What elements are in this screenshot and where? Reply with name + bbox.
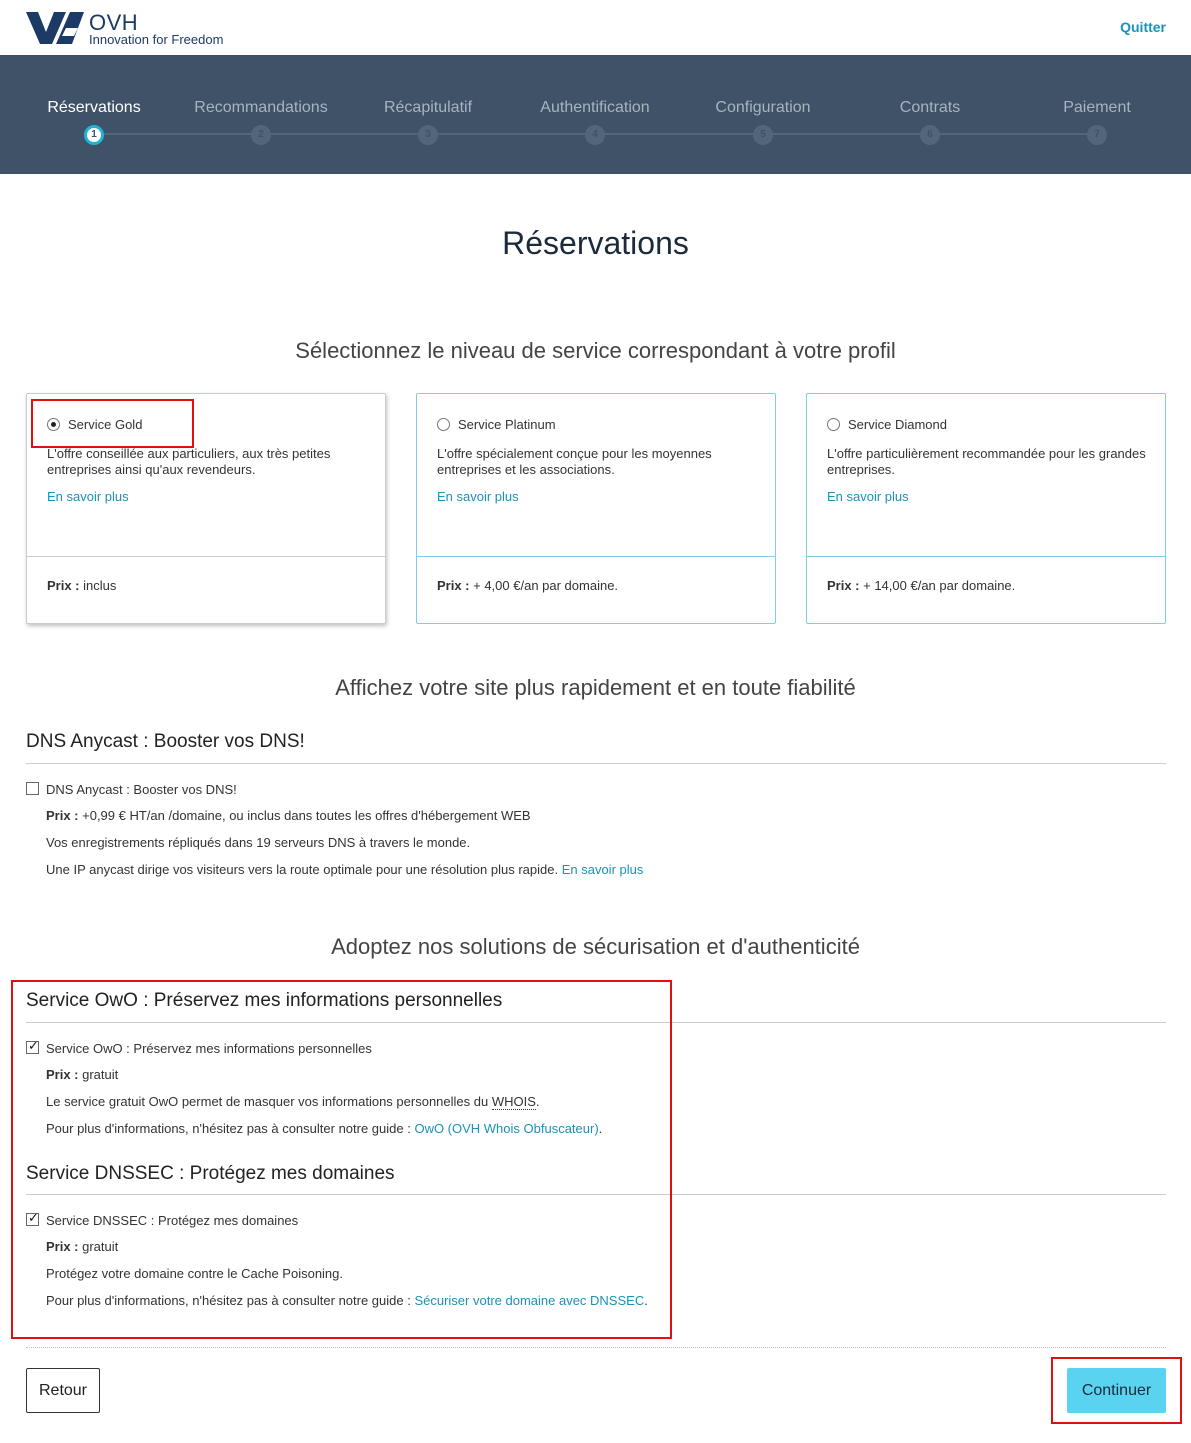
price-label: Prix : [46, 1067, 79, 1082]
desc-end: . [598, 1121, 603, 1136]
desc-end: . [644, 1293, 648, 1308]
desc-text: Une IP anycast dirige vos visiteurs vers la route optimale pour une résolution plus rapide. [46, 862, 562, 877]
dnssec-heading: Service DNSSEC : Protégez mes domaines [26, 1163, 395, 1184]
quit-link[interactable]: Quitter [1120, 19, 1166, 35]
learn-more-link[interactable]: En savoir plus [437, 489, 519, 504]
dnssec-guide-link[interactable]: Sécuriser votre domaine avec DNSSEC [414, 1293, 645, 1308]
step-label: Authentification [540, 99, 650, 116]
dns-anycast-checkbox[interactable] [26, 782, 39, 795]
step-label: Contrats [899, 99, 961, 116]
owo-guide-link[interactable]: OwO (OVH Whois Obfuscateur) [414, 1121, 599, 1136]
desc-end: . [535, 1094, 540, 1109]
card-name: Service Gold [68, 417, 143, 432]
step-label: Récapitulatif [383, 99, 473, 116]
footer-divider [26, 1347, 1166, 1348]
dnssec-desc-1: Protégez votre domaine contre le Cache Poisoning. [46, 1266, 344, 1281]
highlight-box-continue [1051, 1357, 1182, 1424]
card-divider [417, 556, 775, 557]
step-number: 7 [1087, 125, 1107, 145]
whois-abbr: WHOIS [491, 1094, 536, 1109]
radio-unselected-icon[interactable] [827, 418, 840, 431]
learn-more-link[interactable]: En savoir plus [47, 489, 129, 504]
logo-tagline: Innovation for Freedom [89, 32, 224, 47]
step-label: Recommandations [194, 99, 328, 116]
highlight-box-security [11, 980, 672, 1339]
desc-text: Le service gratuit OwO permet de masquer vos informations personnelles du [46, 1094, 492, 1109]
service-level-title: Sélectionnez le niveau de service correspondant à votre profil [295, 338, 896, 363]
security-section-title: Adoptez nos solutions de sécurisation et d'authenticité [331, 934, 860, 959]
step-number: 1 [84, 125, 104, 145]
price-value: gratuit [78, 1067, 119, 1082]
radio-unselected-icon[interactable] [437, 418, 450, 431]
price-label: Prix : [827, 578, 860, 593]
card-divider [807, 556, 1165, 557]
step-number: 4 [585, 125, 605, 145]
card-service-platinum[interactable] [416, 393, 776, 624]
owo-heading: Service OwO : Préservez mes informations personnelles [26, 990, 503, 1011]
dnssec-label[interactable]: Service DNSSEC : Protégez mes domaines [46, 1213, 299, 1228]
desc-text: Pour plus d'informations, n'hésitez pas à consulter notre guide : [46, 1293, 415, 1308]
price-value: gratuit [78, 1239, 119, 1254]
card-price [437, 578, 618, 593]
card-divider [27, 556, 385, 557]
dns-anycast-desc-2 [46, 862, 643, 877]
price-label: Prix : [46, 808, 79, 823]
price-value: +0,99 € HT/an /domaine, ou inclus dans toutes les offres d'hébergement WEB [78, 808, 531, 823]
dns-anycast-learn-more-link[interactable]: En savoir plus [561, 862, 644, 877]
price-label: Prix : [46, 1239, 79, 1254]
card-description: L'offre particulièrement recommandée pour les grandes entreprises. [827, 446, 1146, 477]
dns-anycast-label[interactable]: DNS Anycast : Booster vos DNS! [46, 782, 237, 797]
back-button[interactable]: Retour [26, 1368, 100, 1413]
step-label: Paiement [1063, 99, 1131, 116]
card-price [827, 578, 1015, 593]
price-value: + 14,00 €/an par domaine. [859, 578, 1016, 593]
ovh-logo[interactable] [26, 10, 226, 48]
price-label: Prix : [437, 578, 470, 593]
price-value: + 4,00 €/an par domaine. [469, 578, 619, 593]
ovh-logo-icon [26, 10, 84, 46]
card-price [47, 578, 116, 593]
highlight-box-gold [31, 399, 194, 448]
service-platinum-option[interactable] [437, 417, 556, 432]
card-name: Service Platinum [458, 417, 556, 432]
speed-section-title: Affichez votre site plus rapidement et en toute fiabilité [335, 675, 856, 700]
owo-label[interactable]: Service OwO : Préservez mes informations personnelles [46, 1041, 372, 1056]
order-stepper [0, 55, 1191, 174]
dns-anycast-heading: DNS Anycast : Booster vos DNS! [26, 731, 305, 752]
dns-anycast-price [46, 808, 531, 823]
desc-text: Pour plus d'informations, n'hésitez pas à consulter notre guide : [46, 1121, 415, 1136]
card-name: Service Diamond [848, 417, 947, 432]
step-number: 3 [418, 125, 438, 145]
step-label: Réservations [47, 99, 141, 116]
service-diamond-option[interactable] [827, 417, 947, 432]
price-label: Prix : [47, 578, 80, 593]
step-number: 5 [753, 125, 773, 145]
learn-more-link[interactable]: En savoir plus [827, 489, 909, 504]
top-header [0, 0, 1191, 55]
logo-name: OVH [89, 10, 139, 35]
card-description: L'offre spécialement conçue pour les moyennes entreprises et les associations. [437, 446, 712, 477]
card-description: L'offre conseillée aux particuliers, aux très petites entreprises ainsi qu'aux revendeurs. [47, 446, 331, 477]
step-label: Configuration [715, 99, 811, 116]
card-service-diamond[interactable] [806, 393, 1166, 624]
step-number: 6 [920, 125, 940, 145]
page-title: Réservations [502, 225, 689, 261]
divider [26, 763, 1166, 764]
continue-button[interactable]: Continuer [1067, 1368, 1166, 1413]
price-value: inclus [79, 578, 117, 593]
step-number: 2 [251, 125, 271, 145]
dns-anycast-desc-1: Vos enregistrements répliqués dans 19 serveurs DNS à travers le monde. [46, 835, 471, 850]
